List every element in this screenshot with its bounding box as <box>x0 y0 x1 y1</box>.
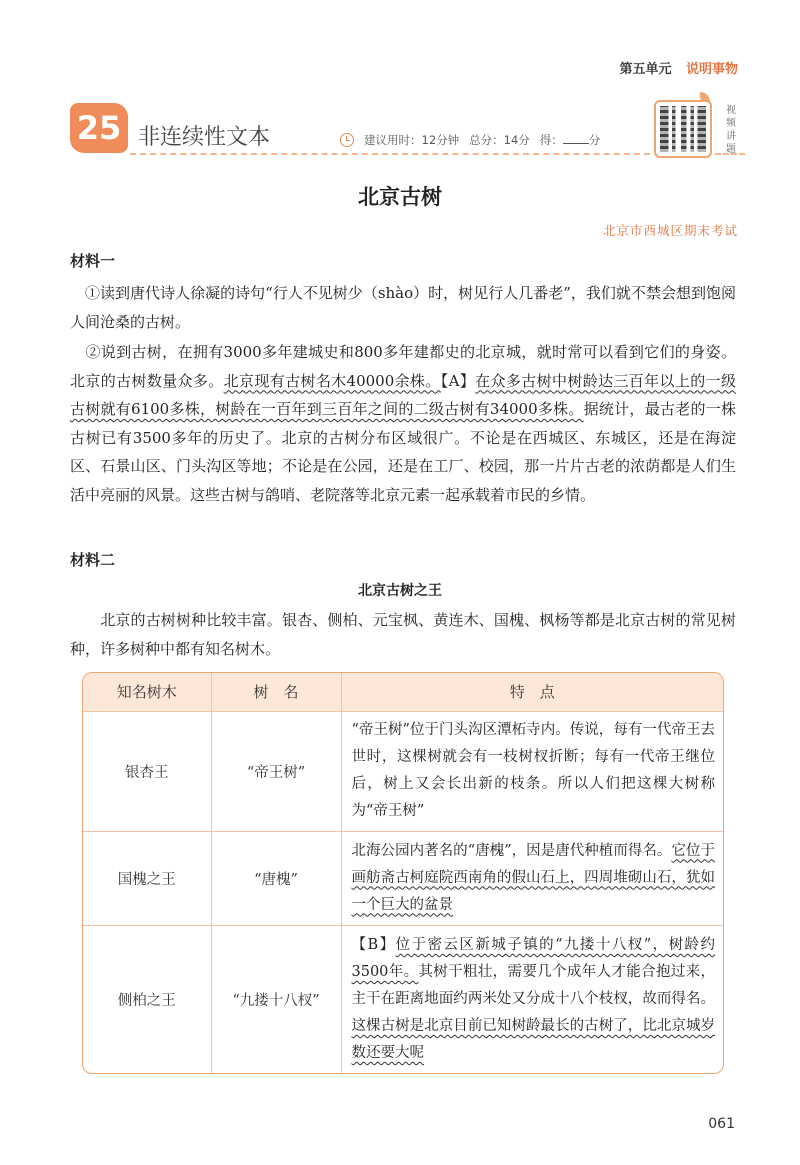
underlined-sentence-1: 北京现有古树名木40000余株。 <box>223 371 441 390</box>
name-cell: “帝王树” <box>211 711 341 831</box>
qr-code[interactable] <box>654 100 712 158</box>
unit-header <box>619 58 738 77</box>
article-title: 北京古树 <box>358 185 442 209</box>
header-divider <box>130 153 650 155</box>
video-explain-label: 视频讲题 <box>726 105 736 155</box>
table-row <box>83 925 723 1073</box>
table-title: 北京古树之王 <box>358 583 442 599</box>
suggested-time: 建议用时：12分钟 <box>364 133 460 147</box>
underlined-sentence-4: 位于密云区新城子镇的“九搂十八杈”，树龄约3500年。 <box>351 936 715 980</box>
header-famous-tree: 知名树木 <box>83 673 211 711</box>
underlined-sentence-3: 它位于画舫斋古柯庭院西南角的假山石上，四周堆砌山石，犹如一个巨大的盆景 <box>351 842 716 913</box>
name-cell: “九搂十八杈” <box>211 925 341 1073</box>
lesson-meta <box>340 132 600 148</box>
table-row <box>83 711 723 831</box>
paragraph-3: 北京的古树树种比较丰富。银杏、侧柏、元宝枫、黄连木、国槐、枫杨等都是北京古树的常见树种，许多树种中都有知名树木。 <box>70 611 736 658</box>
tree-cell: 侧柏之王 <box>83 925 211 1073</box>
score-blank[interactable] <box>563 143 589 144</box>
paragraph-2: ②说到古树，在拥有3000多年建城史和800多年建都史的北京城，就时常可以看到它们的身姿。北京的古树数量众多。北京现有古树名木40000余株。【A】在众多古树中树龄达三百年以上的一级古树就有6100多株，树龄在一百年到三百年之间的二级古树有34000多株。据统计，最古老的一株古树已有3500多年的历史了。北京的古树分布区域很广。不论是在西城区、东城区，还是在海淀区、石景山区、门头沟区等地；不论是在公园，还是在工厂、校园，那一片片古老的浓荫都是人们生活中亮丽的风景。这些古树与鸽哨、老院落等北京元素一起承载着市民的乡情。 <box>70 343 736 504</box>
total-score: 总分：14分 <box>469 133 530 147</box>
header-features: 特 点 <box>341 673 723 711</box>
marker-a: 【A】 <box>440 371 476 390</box>
article-source: 北京市西城区期末考试 <box>602 223 738 238</box>
qr-code-icon <box>660 106 706 152</box>
table-header-row <box>83 673 723 711</box>
material1-label: 材料一 <box>70 252 116 270</box>
unit-number: 第五单元 <box>619 62 672 77</box>
underlined-sentence-2: 在众多古树中树龄达三百年以上的一级古树就有6100多株，树龄在一百年到三百年之间的二级古树有34000多株。 <box>70 371 736 418</box>
trees-table <box>82 672 724 1074</box>
name-cell: “唐槐” <box>211 831 341 925</box>
marker-b: 【B】 <box>351 936 396 953</box>
feature-cell: 【B】位于密云区新城子镇的“九搂十八杈”，树龄约3500年。其树干粗壮，需要几个成年人才能合抱过来，主干在距离地面约两米处又分成十八个枝杈，故而得名。这棵古树是北京目前已知树龄最长的古树了，比北京城岁数还要大呢 <box>341 925 723 1073</box>
tree-cell: 银杏王 <box>83 711 211 831</box>
paragraph-1: ①读到唐代诗人徐凝的诗句“行人不见树少（shào）时，树见行人几番老”，我们就不禁会想到饱阅人间沧桑的古树。 <box>70 284 736 331</box>
page-number: 061 <box>708 1116 735 1132</box>
feature-cell: “帝王树”位于门头沟区潭柘寺内。传说，每有一代帝王去世时，这棵树就会有一枝树杈折断；每有一代帝王继位后，树上又会长出新的枝条。所以人们把这棵大树称为“帝王树” <box>341 711 723 831</box>
material2-label: 材料二 <box>70 551 116 569</box>
tree-cell: 国槐之王 <box>83 831 211 925</box>
header-tree-name: 树 名 <box>211 673 341 711</box>
clock-icon <box>340 133 354 147</box>
table-row <box>83 831 723 925</box>
lesson-number-badge: 25 <box>70 103 128 153</box>
score-field: 得： 分 <box>539 133 601 147</box>
unit-topic: 说明事物 <box>685 62 738 77</box>
lesson-title: 非连续性文本 <box>138 125 271 150</box>
feature-cell: 北海公园内著名的“唐槐”，因是唐代种植而得名。它位于画舫斋古柯庭院西南角的假山石上，四周堆砌山石，犹如一个巨大的盆景 <box>341 831 723 925</box>
underlined-sentence-5: 这棵古树是北京目前已知树龄最长的古树了，比北京城岁数还要大呢 <box>351 1017 715 1061</box>
